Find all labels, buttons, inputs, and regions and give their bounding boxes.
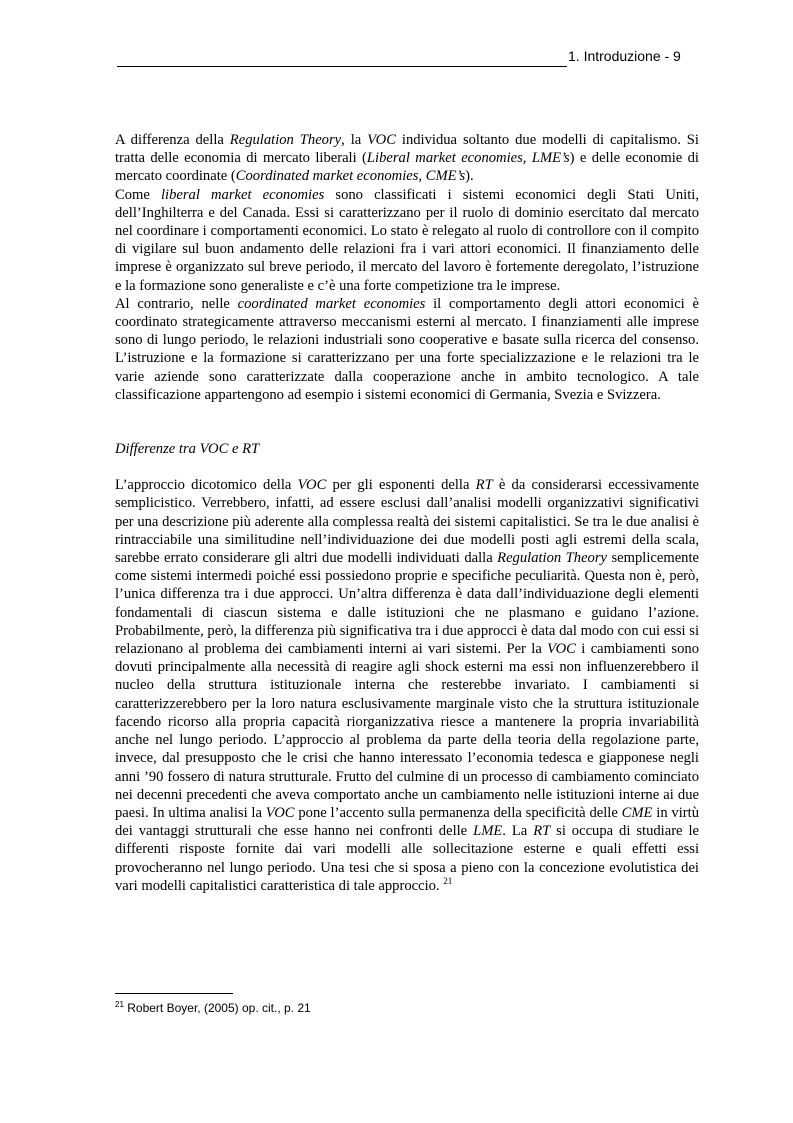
text-span: A differenza della	[115, 132, 230, 148]
emphasis: Regulation Theory	[229, 132, 342, 148]
footnote-number: 21	[115, 1000, 124, 1009]
text-span: i cambiamenti sono dovuti principalmente alla necessità di reagire agli shock esterni ma essi non influenzerebbero il nucleo della struttura istituzionale interna che resterebbe invariato. I cambiamenti si caratterizzerebbero per la loro natura esclusivamente marginale visto che la struttura istituzionale facendo ricorso alla propria capacità riorganizzativa riesce a mantenere la propria invariabilità anche nel lungo periodo. L’approccio al problema da parte della teoria della regolazione parte, invece, dal presupposto che le crisi che hanno interessato l’economia tedesca e giapponese negli anni ’90 fossero di natura strutturale. Frutto del culmine di un processo di cambiamento cominciato nei decenni precedenti che aveva comportato anche un cambiamento nelle istituzioni interne ai due paesi. In ultima analisi la	[115, 641, 699, 821]
paragraph-4	[115, 476, 699, 895]
text-span: pone l’accento sulla permanenza della specificità delle	[294, 804, 622, 821]
emphasis: VOC	[367, 132, 396, 148]
section-heading: Differenze tra VOC e RT	[115, 441, 260, 458]
emphasis: Coordinated market economies, CME’s	[235, 168, 466, 185]
text-span: sono classificati i sistemi economici degli Stati Uniti, dell’Inghilterra e del Canada. Essi si caratterizzano per il ruolo di dominio esercitato dal mercato nel coordinare i comportamenti economici. Lo stato è relegato al ruolo di controllore con il compito di vigilare sul buon andamento delle relazioni fra i vari attori economici. Il finanziamento delle imprese è organizzato sul breve periodo, il mercato del lavoro è fortemente deregolato, l’istruzione e la formazione sono generaliste e c’è una forte competizione tra le imprese.	[115, 186, 699, 294]
emphasis: LME	[473, 823, 503, 840]
text-span: L’approccio dicotomico della	[115, 477, 298, 494]
paragraph-2	[115, 186, 699, 295]
text-span: in virtù dei vantaggi strutturali che esse hanno nei confronti delle	[115, 804, 699, 840]
text-span: , la	[341, 132, 368, 148]
footnote	[115, 1000, 311, 1015]
emphasis: RT	[533, 823, 551, 840]
emphasis: VOC	[547, 641, 576, 658]
text-span: il comportamento degli attori economici è coordinato strategicamente attraverso meccanismi esterni al mercato. I finanziamenti alle imprese sono di lungo periodo, le relazioni industriali sono cooperative e basate sulla ricerca del consenso. L’istruzione e la formazione si caratterizzano per una forte specializzazione e le relazioni tra le varie aziende sono caratterizzate dalla cooperazione anche in ambito tecnologico. A tale classificazione appartengono ad esempio i sistemi economici di Germania, Svezia e Svizzera.	[115, 295, 699, 403]
text-span: semplicemente come sistemi intermedi poiché essi possiedono proprie e specifiche peculiarità. Questa non è, però, l’unica differenza tra i due approcci. Un’altra differenza è data dall’individuazione degli elementi fondamentali di ciascun sistema e dalle istituzioni che ne plasmano e guidano l’azione. Probabilmente, però, la differenza più significativa tra i due approcci è data dal modo con cui essi si relazionano al problema dei cambiamenti interni ai vari sistemi. Per la	[115, 550, 700, 658]
text-span: Al contrario, nelle	[115, 295, 238, 312]
emphasis: VOC	[297, 477, 327, 494]
emphasis: VOC	[265, 804, 295, 821]
text-span: si occupa di studiare le differenti risposte fornite dai vari modelli alle sollecitazione esterne e quali effetti essi provocheranno nel lungo periodo. Una tesi che si sposa a pieno con la concezione evolutistica dei vari modelli capitalistici caratteristica di tale approccio.	[115, 823, 699, 894]
footnote-rule	[115, 993, 233, 994]
text-span: ).	[465, 168, 474, 185]
emphasis: coordinated market economies	[237, 295, 426, 312]
footnote-text: Robert Boyer, (2005) op. cit., p. 21	[123, 1001, 311, 1015]
paragraph-1	[115, 131, 699, 186]
text-span: . La	[502, 823, 534, 840]
text-span: ) e delle economie di mercato coordinate (	[115, 150, 699, 185]
emphasis: Regulation Theory	[497, 550, 608, 567]
paragraph-3	[115, 295, 699, 404]
footnote-reference[interactable]: 21	[443, 875, 453, 886]
emphasis: Liberal market economies, LME’s	[366, 150, 570, 167]
running-header: 1. Introduzione - 9	[568, 48, 681, 64]
text-span: Come	[115, 186, 161, 203]
page-body	[115, 131, 699, 895]
text-span: è da considerarsi eccessivamente semplicistico. Verrebbero, infatti, ad essere esclusi dall’analisi modelli organizzativi significativi per una descrizione più aderente alla complessa realtà dei sistemi capitalistici. Se tra le due analisi è rintracciabile una similitudine nell’individuazione dei due modelli posti agli estremi della scala, sarebbe errato considerare gli altri due modelli individuati dalla	[115, 477, 699, 567]
header-rule	[117, 66, 567, 67]
text-span: per gli esponenti della	[326, 477, 476, 494]
emphasis: RT	[475, 477, 493, 494]
emphasis: CME	[621, 804, 653, 821]
text-span: individua soltanto due modelli di capitalismo. Si tratta delle economia di mercato liberali (	[115, 132, 699, 167]
emphasis: liberal market economies	[160, 186, 325, 203]
